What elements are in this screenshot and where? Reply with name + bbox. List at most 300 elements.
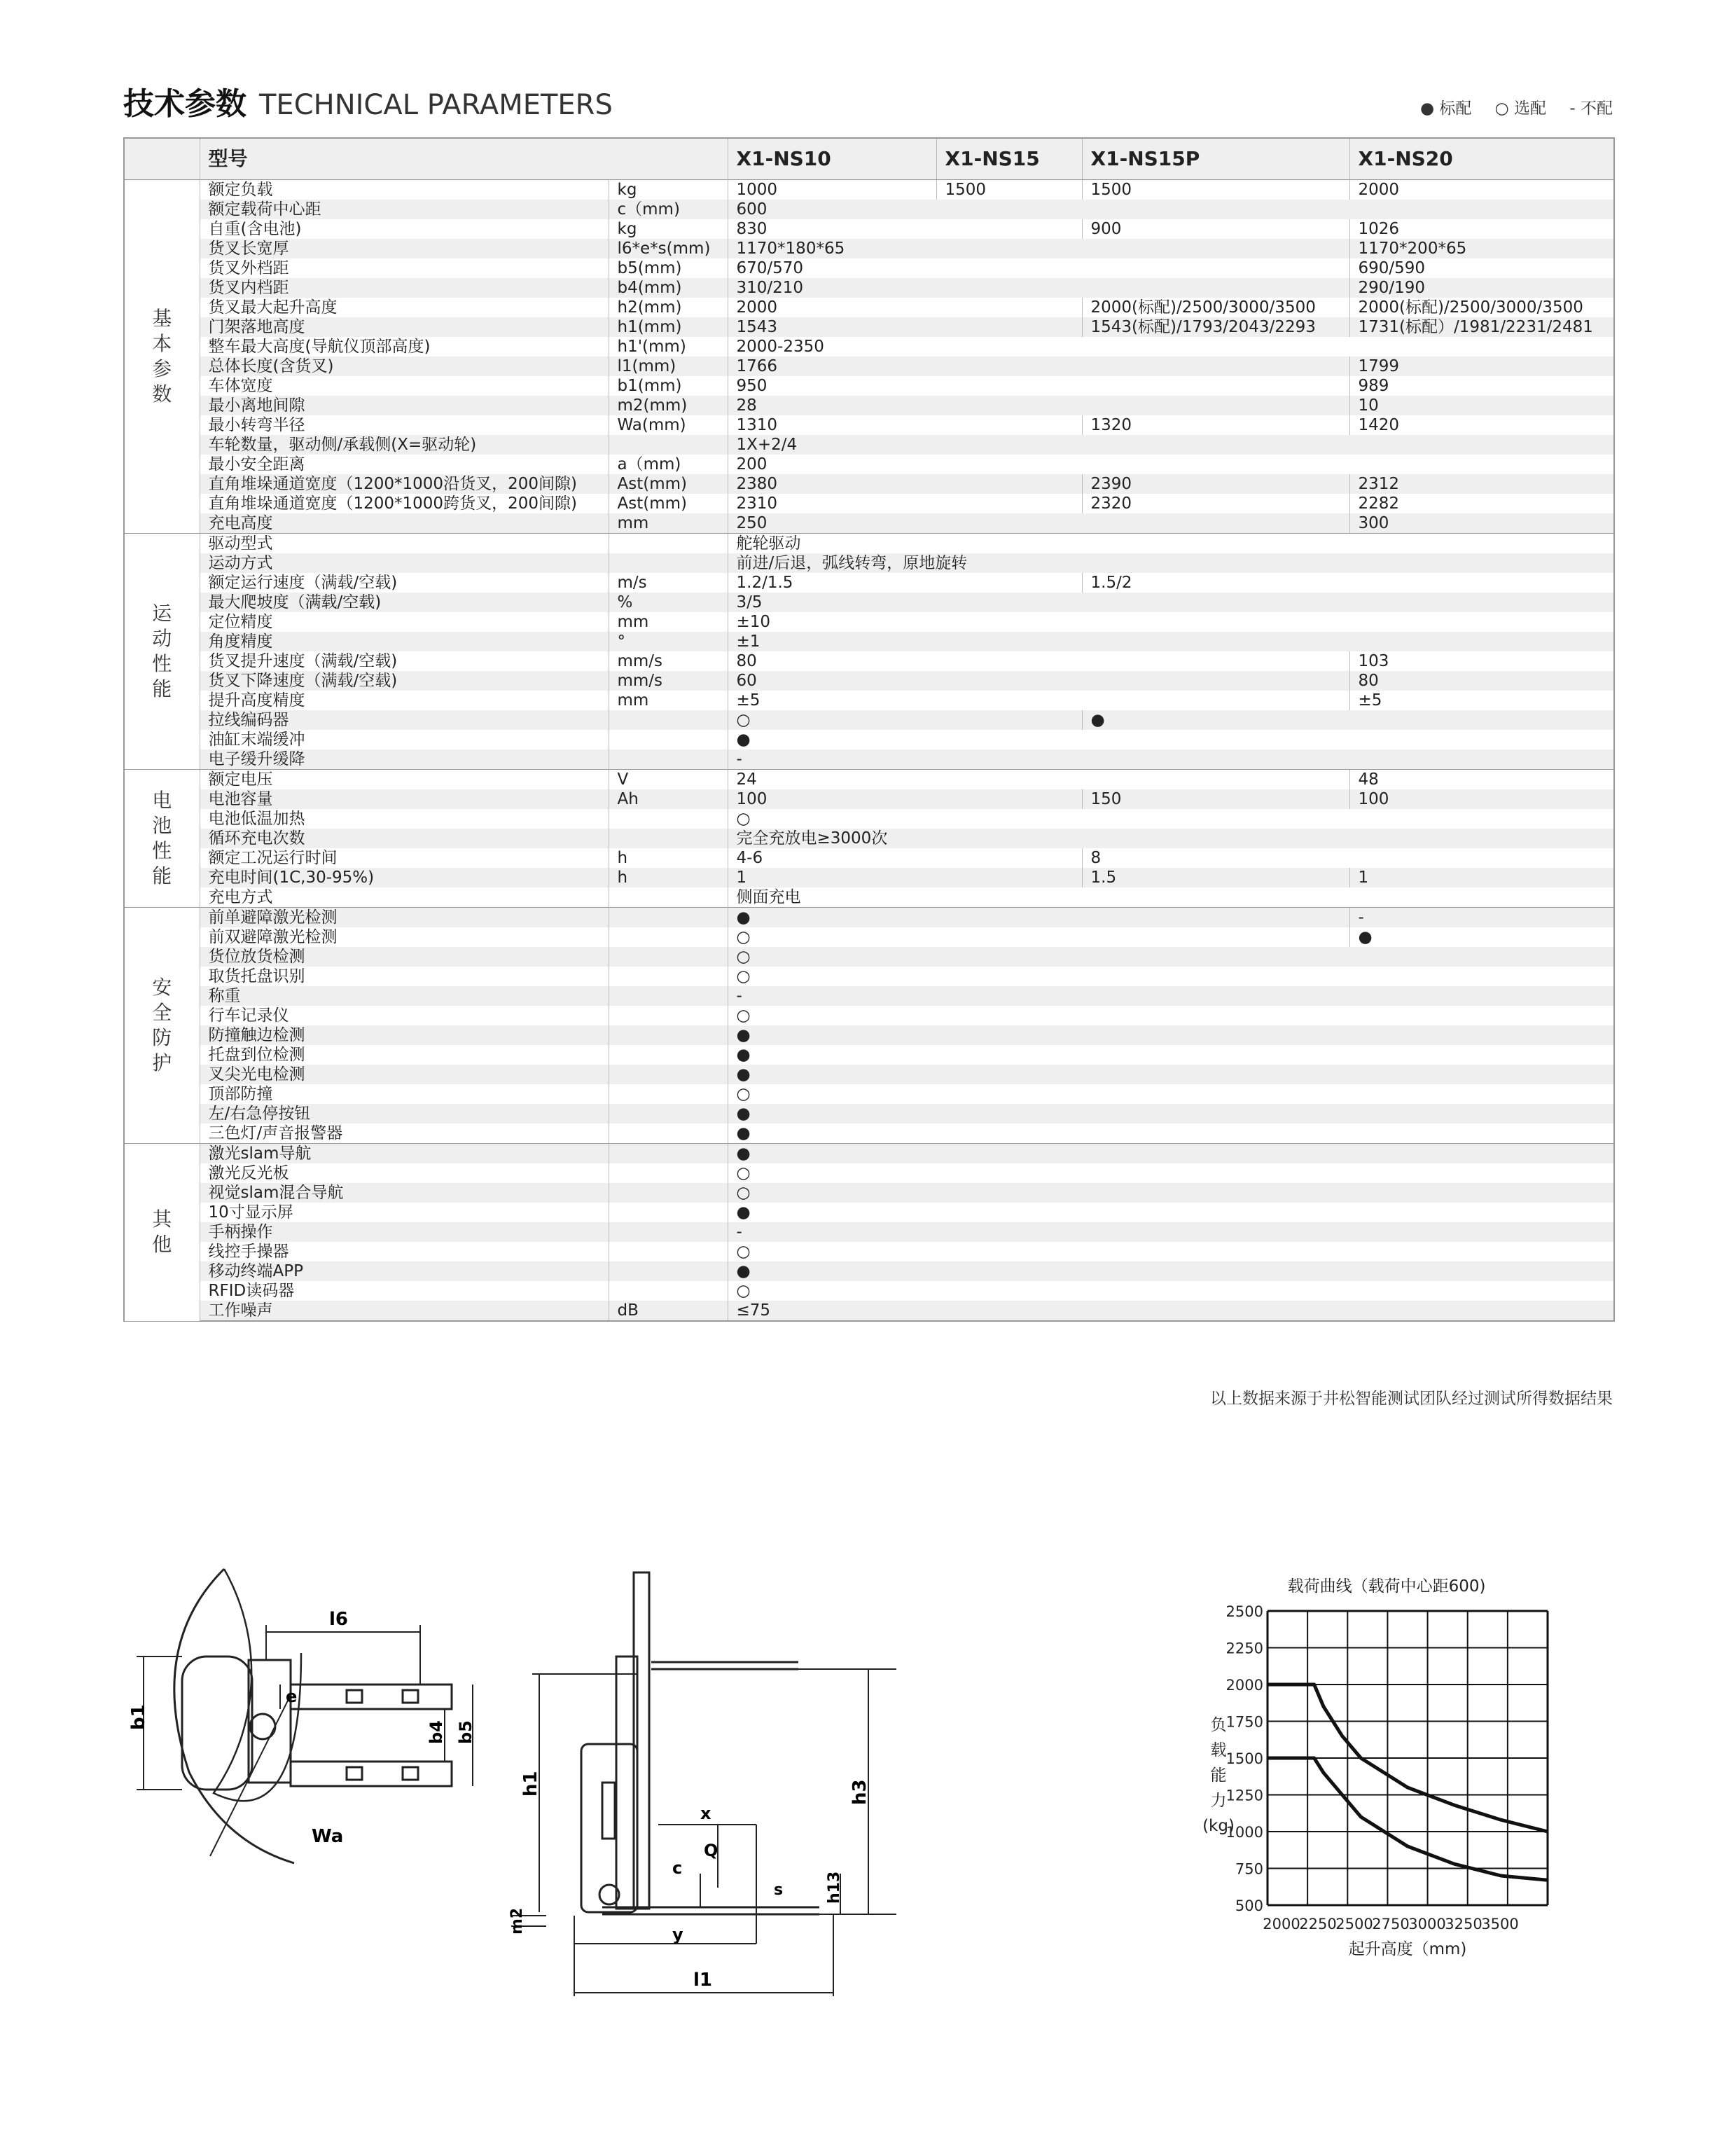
param-name: 激光反光板 (200, 1163, 609, 1183)
spec-row (124, 357, 1614, 376)
param-name: 货叉下降速度（满载/空载) (200, 671, 609, 691)
group-label (124, 534, 200, 770)
param-name: 称重 (200, 986, 609, 1006)
param-name: 充电时间(1C,30-95%) (200, 868, 609, 887)
param-value: - (728, 749, 1614, 770)
param-name: 车体宽度 (200, 376, 609, 396)
param-name: 线控手操器 (200, 1242, 609, 1261)
label-b1: b1 (128, 1704, 149, 1730)
param-value: 670/570 (728, 258, 1349, 278)
group-label (124, 908, 200, 1144)
param-unit (609, 1183, 728, 1203)
param-name: 门架落地高度 (200, 317, 609, 337)
spec-row (124, 219, 1614, 239)
param-name: 自重(含电池) (200, 219, 609, 239)
turning-arc (214, 1569, 301, 1801)
param-unit (609, 1222, 728, 1242)
param-name: 角度精度 (200, 632, 609, 651)
param-name: 货叉最大起升高度 (200, 298, 609, 317)
param-value: 1543 (728, 317, 1082, 337)
param-value: ● (728, 1025, 1614, 1045)
param-name: 提升高度精度 (200, 691, 609, 710)
param-name: 车轮数量，驱动侧/承载侧(X=驱动轮) (200, 435, 609, 455)
param-name: 手柄操作 (200, 1222, 609, 1242)
param-value: 250 (728, 513, 1349, 534)
param-value: ±5 (1349, 691, 1614, 710)
param-unit (609, 1065, 728, 1084)
param-unit: m2(mm) (609, 396, 728, 415)
y-tick-label: 1500 (1225, 1750, 1263, 1767)
spec-row (124, 671, 1614, 691)
spec-row (124, 1222, 1614, 1242)
spec-row (124, 200, 1614, 219)
param-value: 1 (1349, 868, 1614, 887)
param-name: 最小安全距离 (200, 455, 609, 474)
spec-row (124, 534, 1614, 554)
param-value: ±10 (728, 612, 1614, 632)
param-name: 电池低温加热 (200, 809, 609, 829)
param-value: 310/210 (728, 278, 1349, 298)
spec-row (124, 1163, 1614, 1183)
spec-row (124, 967, 1614, 986)
param-name: 总体长度(含货叉) (200, 357, 609, 376)
param-value: ≤75 (728, 1301, 1614, 1321)
param-unit (609, 986, 728, 1006)
series-line-1 (1268, 1758, 1548, 1880)
x-tick-label: 2000 (1263, 1916, 1300, 1932)
param-name: 直角堆垛通道宽度（1200*1000沿货叉，200间隙) (200, 474, 609, 494)
drive-block (249, 1660, 291, 1783)
spec-row (124, 593, 1614, 612)
x-tick-label: 2250 (1299, 1916, 1337, 1932)
param-value: 2320 (1082, 494, 1349, 513)
param-name: 最大爬坡度（满载/空载) (200, 593, 609, 612)
param-value: 1766 (728, 357, 1349, 376)
param-value: 830 (728, 219, 1082, 239)
label-c: c (672, 1858, 683, 1878)
page-title (123, 78, 613, 123)
param-value: 1500 (1082, 180, 1349, 200)
spec-row (124, 1144, 1614, 1164)
param-value: 1420 (1349, 415, 1614, 435)
param-unit: dB (609, 1301, 728, 1321)
chart-title: 载荷曲线（载荷中心距600) (1287, 1577, 1486, 1596)
label-h1: h1 (520, 1771, 541, 1797)
param-name: 行车记录仪 (200, 1006, 609, 1025)
param-value: 1170*180*65 (728, 239, 1349, 258)
title-en: TECHNICAL PARAMETERS (259, 89, 613, 121)
spec-row (124, 573, 1614, 593)
param-unit: h1'(mm) (609, 337, 728, 357)
param-value: 290/190 (1349, 278, 1614, 298)
param-unit: Ah (609, 789, 728, 809)
param-unit (609, 927, 728, 947)
param-name: 托盘到位检测 (200, 1045, 609, 1065)
spec-row (124, 1006, 1614, 1025)
spec-row (124, 691, 1614, 710)
param-value: 900 (1082, 219, 1349, 239)
spec-row (124, 435, 1614, 455)
param-value: 1026 (1349, 219, 1614, 239)
param-value: ○ (728, 1183, 1614, 1203)
group-label-text: 电池性能 (152, 789, 172, 887)
param-unit (609, 435, 728, 455)
spec-row (124, 908, 1614, 928)
param-value: ○ (728, 809, 1614, 829)
param-value: 前进/后退，弧线转弯，原地旋转 (728, 553, 1614, 573)
spec-row (124, 1123, 1614, 1144)
spec-row (124, 1261, 1614, 1281)
param-unit (609, 1123, 728, 1144)
param-value: 1170*200*65 (1349, 239, 1614, 258)
spec-header-row (124, 138, 1614, 180)
y-tick-label: 1750 (1225, 1713, 1263, 1731)
param-value: ● (728, 908, 1349, 928)
y-tick-label: 2250 (1225, 1640, 1263, 1657)
spec-row (124, 278, 1614, 298)
param-value: 2000 (728, 298, 1082, 317)
param-unit: h (609, 868, 728, 887)
x-tick-label: 2750 (1372, 1916, 1410, 1932)
param-value: 2000(标配)/2500/3000/3500 (1349, 298, 1614, 317)
param-name: 左/右急停按钮 (200, 1104, 609, 1123)
chart-x-axis-label: 起升高度（mm) (1348, 1940, 1467, 1958)
param-unit (609, 749, 728, 770)
param-value: 1310 (728, 415, 1082, 435)
param-unit: c（mm) (609, 200, 728, 219)
label-x: x (700, 1804, 711, 1823)
param-unit: V (609, 770, 728, 790)
group-label (124, 180, 200, 534)
param-name: 货位放货检测 (200, 947, 609, 967)
y-tick-label: 2500 (1225, 1603, 1263, 1620)
param-value: 完全充放电≥3000次 (728, 829, 1614, 848)
param-unit (609, 1144, 728, 1164)
param-unit: b4(mm) (609, 278, 728, 298)
param-value: 28 (728, 396, 1349, 415)
param-name: 油缸末端缓冲 (200, 730, 609, 749)
legend-none: - 不配 (1569, 99, 1613, 118)
param-name: 额定工况运行时间 (200, 848, 609, 868)
param-unit: l1(mm) (609, 357, 728, 376)
param-name: 货叉外档距 (200, 258, 609, 278)
param-name: 移动终端APP (200, 1261, 609, 1281)
spec-row (124, 1065, 1614, 1084)
fork-right (291, 1762, 452, 1786)
param-value: ○ (728, 1163, 1614, 1183)
param-value: 2000(标配)/2500/3000/3500 (1082, 298, 1349, 317)
param-name: 货叉长宽厚 (200, 239, 609, 258)
spec-row (124, 927, 1614, 947)
param-value: ● (728, 1261, 1614, 1281)
param-name: 运动方式 (200, 553, 609, 573)
label-s: s (774, 1881, 784, 1899)
param-value: ● (728, 1123, 1614, 1144)
spec-row (124, 887, 1614, 908)
header-x1-ns15: X1-NS15 (936, 138, 1082, 180)
param-value: ○ (728, 947, 1614, 967)
header-corner (124, 138, 200, 180)
param-unit: h2(mm) (609, 298, 728, 317)
param-name: 取货托盘识别 (200, 967, 609, 986)
param-unit (609, 1163, 728, 1183)
label-wa: Wa (312, 1826, 344, 1847)
spec-row (124, 1084, 1614, 1104)
param-unit (609, 1045, 728, 1065)
param-value: 600 (728, 200, 1614, 219)
x-tick-label: 3250 (1445, 1916, 1482, 1932)
param-value: 1.2/1.5 (728, 573, 1082, 593)
param-value: 1.5/2 (1082, 573, 1614, 593)
param-unit: b5(mm) (609, 258, 728, 278)
param-name: 整车最大高度(导航仪顶部高度) (200, 337, 609, 357)
spec-row (124, 180, 1614, 200)
param-unit: b1(mm) (609, 376, 728, 396)
param-unit: Ast(mm) (609, 474, 728, 494)
param-unit (609, 534, 728, 554)
param-name: 额定电压 (200, 770, 609, 790)
x-tick-label: 3500 (1481, 1916, 1519, 1932)
param-unit: a（mm) (609, 455, 728, 474)
legend (1402, 95, 1613, 118)
param-name: 顶部防撞 (200, 1084, 609, 1104)
param-name: 最小转弯半径 (200, 415, 609, 435)
param-unit (609, 1281, 728, 1301)
turning-arc-outer (174, 1569, 294, 1863)
param-name: 货叉提升速度（满载/空载) (200, 651, 609, 671)
param-unit (609, 887, 728, 908)
header-x1-ns15p: X1-NS15P (1082, 138, 1349, 180)
spec-row (124, 258, 1614, 278)
param-name: 充电高度 (200, 513, 609, 534)
x-tick-label: 2500 (1335, 1916, 1373, 1932)
param-value: 100 (1349, 789, 1614, 809)
param-name: 激光slam导航 (200, 1144, 609, 1164)
label-b4: b4 (426, 1720, 446, 1744)
label-l1: l1 (693, 1970, 713, 1991)
group-label (124, 770, 200, 908)
param-unit (609, 809, 728, 829)
param-value: 2390 (1082, 474, 1349, 494)
param-name: 叉尖光电检测 (200, 1065, 609, 1084)
param-unit (609, 1242, 728, 1261)
spec-row (124, 376, 1614, 396)
spec-row (124, 710, 1614, 730)
param-value: ○ (728, 1281, 1614, 1301)
param-unit (609, 967, 728, 986)
header-model: 型号 (200, 138, 728, 180)
param-value: - (1349, 908, 1614, 928)
param-unit: m/s (609, 573, 728, 593)
y-tick-label: 750 (1235, 1860, 1263, 1878)
label-b5: b5 (456, 1720, 475, 1744)
param-name: 电子缓升缓降 (200, 749, 609, 770)
param-value: ○ (728, 1084, 1614, 1104)
label-q: Q (704, 1841, 718, 1860)
y-tick-label: 2000 (1225, 1677, 1263, 1694)
header-x1-ns20: X1-NS20 (1349, 138, 1614, 180)
param-name: 循环充电次数 (200, 829, 609, 848)
chart-y-axis-label: 负载能力(kg) (1202, 1716, 1235, 1835)
param-value: ● (1082, 710, 1614, 730)
spec-row (124, 455, 1614, 474)
param-value: ○ (728, 1242, 1614, 1261)
param-value: 2000-2350 (728, 337, 1614, 357)
param-value: 103 (1349, 651, 1614, 671)
group-label-text: 安全防护 (152, 976, 172, 1074)
param-unit (609, 947, 728, 967)
chart-ticks (1226, 1603, 1519, 1932)
param-value: 8 (1082, 848, 1614, 868)
param-name: 工作噪声 (200, 1301, 609, 1321)
param-name: 最小离地间隙 (200, 396, 609, 415)
spec-row (124, 1203, 1614, 1222)
spec-row (124, 298, 1614, 317)
param-value: ○ (728, 710, 1082, 730)
param-value: ±5 (728, 691, 1349, 710)
title-cn: 技术参数 (123, 86, 246, 122)
param-value: 2000 (1349, 180, 1614, 200)
param-value: 舵轮驱动 (728, 534, 1614, 554)
param-value: 690/590 (1349, 258, 1614, 278)
param-unit: mm (609, 691, 728, 710)
spec-row (124, 513, 1614, 534)
param-value: 1000 (728, 180, 936, 200)
spec-row (124, 1301, 1614, 1321)
param-unit (609, 710, 728, 730)
label-m2: m2 (508, 1907, 526, 1935)
mast (634, 1572, 649, 1909)
param-value: 2282 (1349, 494, 1614, 513)
top-view-diagram (126, 1562, 490, 1891)
param-value: 1543(标配)/1793/2043/2293 (1082, 317, 1349, 337)
param-value: ● (728, 1045, 1614, 1065)
param-name: 充电方式 (200, 887, 609, 908)
param-unit (609, 1203, 728, 1222)
param-name: 额定运行速度（满载/空载) (200, 573, 609, 593)
param-value: 300 (1349, 513, 1614, 534)
param-name: 前双避障激光检测 (200, 927, 609, 947)
spec-row (124, 829, 1614, 848)
spec-row (124, 337, 1614, 357)
param-unit (609, 730, 728, 749)
spec-row (124, 770, 1614, 790)
param-unit (609, 553, 728, 573)
param-unit: Wa(mm) (609, 415, 728, 435)
param-value: ● (1349, 927, 1614, 947)
spec-row (124, 809, 1614, 829)
y-tick-label: 500 (1235, 1897, 1263, 1914)
spec-row (124, 947, 1614, 967)
param-value: 150 (1082, 789, 1349, 809)
legend-standard: ● 标配 (1419, 99, 1472, 118)
spec-row (124, 1242, 1614, 1261)
param-value: - (728, 986, 1614, 1006)
param-name: 三色灯/声音报警器 (200, 1123, 609, 1144)
param-value: ● (728, 1203, 1614, 1222)
spec-row (124, 1025, 1614, 1045)
chassis (581, 1744, 637, 1912)
param-value: ○ (728, 927, 1349, 947)
spec-row (124, 789, 1614, 809)
param-name: 驱动型式 (200, 534, 609, 554)
spec-row (124, 848, 1614, 868)
y-tick-label: 1000 (1225, 1824, 1263, 1841)
param-value: 1799 (1349, 357, 1614, 376)
param-value: 1731(标配）/1981/2231/2481 (1349, 317, 1614, 337)
spec-row (124, 730, 1614, 749)
param-value: 10 (1349, 396, 1614, 415)
spec-row (124, 494, 1614, 513)
param-name: 额定负载 (200, 180, 609, 200)
spec-row (124, 1045, 1614, 1065)
label-h13: h13 (826, 1871, 843, 1904)
param-name: 电池容量 (200, 789, 609, 809)
spec-row (124, 239, 1614, 258)
param-value: ● (728, 730, 1614, 749)
param-name: 定位精度 (200, 612, 609, 632)
spec-row (124, 474, 1614, 494)
chart-series (1268, 1685, 1548, 1880)
param-value: 60 (728, 671, 1349, 691)
param-name: 拉线编码器 (200, 710, 609, 730)
param-unit: kg (609, 180, 728, 200)
param-unit: mm/s (609, 651, 728, 671)
param-value: 950 (728, 376, 1349, 396)
label-y: y (672, 1925, 683, 1944)
param-value: 1.5 (1082, 868, 1349, 887)
group-label (124, 1144, 200, 1322)
param-name: 额定载荷中心距 (200, 200, 609, 219)
param-value: ● (728, 1144, 1614, 1164)
param-unit: ° (609, 632, 728, 651)
param-name: 视觉slam混合导航 (200, 1183, 609, 1203)
param-unit (609, 1084, 728, 1104)
param-unit (609, 1104, 728, 1123)
spec-row (124, 749, 1614, 770)
param-unit: l6*e*s(mm) (609, 239, 728, 258)
spec-row (124, 553, 1614, 573)
body-outline (182, 1657, 252, 1790)
param-unit (609, 1006, 728, 1025)
param-value: 1X+2/4 (728, 435, 1614, 455)
param-name: 货叉内档距 (200, 278, 609, 298)
param-value: 4-6 (728, 848, 1082, 868)
data-source-note: 以上数据来源于井松智能测试团队经过测试所得数据结果 (1210, 1390, 1613, 1408)
param-unit: mm (609, 612, 728, 632)
spec-table (123, 137, 1615, 1322)
param-name: 10寸显示屏 (200, 1203, 609, 1222)
param-unit: h1(mm) (609, 317, 728, 337)
y-tick-label: 1250 (1225, 1787, 1263, 1804)
param-value: 100 (728, 789, 1082, 809)
param-value: 80 (728, 651, 1349, 671)
param-value: ○ (728, 967, 1614, 986)
spec-row (124, 317, 1614, 337)
param-value: ● (728, 1104, 1614, 1123)
param-value: ● (728, 1065, 1614, 1084)
param-unit (609, 829, 728, 848)
spec-row (124, 651, 1614, 671)
param-name: 前单避障激光检测 (200, 908, 609, 928)
param-value: 48 (1349, 770, 1614, 790)
label-h3: h3 (849, 1779, 870, 1805)
label-e: e (286, 1687, 298, 1706)
param-unit (609, 908, 728, 928)
param-value: ○ (728, 1006, 1614, 1025)
param-value: ±1 (728, 632, 1614, 651)
param-unit (609, 1261, 728, 1281)
